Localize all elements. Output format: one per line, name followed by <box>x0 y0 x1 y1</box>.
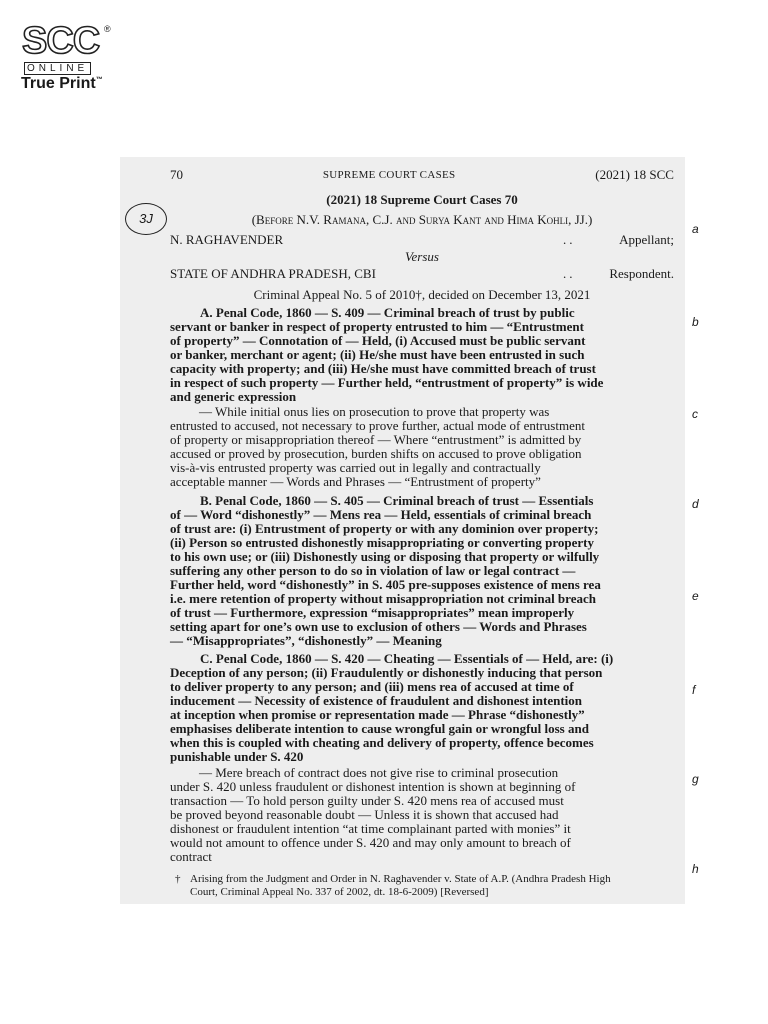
headnote-line: in respect of such property — Further held, “entrustment of property” is wide <box>170 375 604 390</box>
margin-letter-e: e <box>692 589 699 603</box>
versus: Versus <box>405 249 439 264</box>
footnote-line: Arising from the Judgment and Order in N. Raghavender v. State of A.P. (Andhra Pradesh High <box>190 873 611 885</box>
headnote-line: transaction — To hold person guilty under S. 420 mens rea of accused must <box>170 793 564 808</box>
headnote-line: contract <box>170 849 212 864</box>
headnote-line: B. Penal Code, 1860 — S. 405 — Criminal breach of trust — Essentials <box>200 493 594 508</box>
headnote-line: of trust — Furthermore, expression “misappropriates” mean improperly <box>170 605 575 620</box>
case-title: (2021) 18 Supreme Court Cases 70 <box>326 192 518 207</box>
headnote-line: — “Misappropriates”, “dishonestly” — Meaning <box>170 633 442 648</box>
headnote-line: acceptable manner — Words and Phrases — “Entrustment of property” <box>170 474 541 489</box>
headnote-line: servant or banker in respect of property entrusted to him — “Entrustment <box>170 319 584 334</box>
headnote-line: to deliver property to any person; and (iii) mens rea of accused at time of <box>170 679 574 694</box>
headnote-line: punishable under S. 420 <box>170 749 304 764</box>
logo-brand: SCC <box>22 20 100 62</box>
margin-letter-a: a <box>692 222 699 236</box>
headnote-line: and generic expression <box>170 389 297 404</box>
headnote-line: Further held, word “dishonestly” in S. 405 pre-supposes existence of mens rea <box>170 577 601 592</box>
margin-letter-d: d <box>692 497 699 511</box>
headnote-line: Deception of any person; (ii) Fraudulently or dishonestly inducing that person <box>170 665 603 680</box>
headnote-line: vis-à-vis entrusted property was carried out in legally and contractually <box>170 460 541 475</box>
margin-letter-c: c <box>692 407 698 421</box>
running-title: SUPREME COURT CASES <box>322 169 456 181</box>
headnote-line: of — Word “dishonestly” — Mens rea — Held, essentials of criminal breach <box>170 507 592 522</box>
page-number: 70 <box>170 167 183 182</box>
footnote-line: Court, Criminal Appeal No. 337 of 2002, dt. 18-6-2009) [Reversed] <box>190 886 489 898</box>
headnote-line: to his own use; or (iii) Dishonestly using or disposing that property or wilfully <box>170 549 600 564</box>
scc-online-logo <box>18 20 118 94</box>
headnote-line: of property or misappropriation thereof — Where “entrustment” is admitted by <box>170 432 582 447</box>
bench-line: (Before N.V. Ramana, C.J. and Surya Kant and Hima Kohli, JJ.) <box>251 212 593 227</box>
appeal-details: Criminal Appeal No. 5 of 2010†, decided on December 13, 2021 <box>253 287 591 302</box>
headnote-line: entrusted to accused, not necessary to prove further, actual mode of entrustment <box>170 418 585 433</box>
running-header <box>170 168 674 182</box>
headnote-line: be proved beyond reasonable doubt — Unless it is shown that accused had <box>170 807 559 822</box>
headnote-line: emphasises deliberate intention to cause wrongful gain or wrongful loss and <box>170 721 589 736</box>
headnote-line: under S. 420 unless fraudulent or dishonest intention is shown at beginning of <box>170 779 576 794</box>
headnote-line: — Mere breach of contract does not give rise to criminal prosecution <box>199 765 559 780</box>
headnote-line: or banker, merchant or agent; (ii) He/she must have been entrusted in such <box>170 347 585 362</box>
report-citation: (2021) 18 SCC <box>595 167 674 182</box>
margin-letter-g: g <box>692 772 699 786</box>
headnote-line: inducement — Necessity of existence of fraudulent and dishonest intention <box>170 693 583 708</box>
margin-letter-h: h <box>692 862 699 876</box>
headnote-line: capacity with property; and (iii) He/she must have committed breach of trust <box>170 361 596 376</box>
margin-letter-b: b <box>692 315 699 329</box>
headnote-line: (ii) Person so entrusted dishonestly misappropriating or converting property <box>170 535 594 550</box>
margin-letter-f: f <box>692 683 696 697</box>
headnote-line: — While initial onus lies on prosecution to prove that property was <box>199 404 550 419</box>
appellant-name: N. RAGHAVENDER <box>170 232 284 247</box>
headnote-line: when this is coupled with cheating and delivery of property, offence becomes <box>170 735 594 750</box>
footnote-mark: † <box>175 873 181 885</box>
headnote-line: suffering any other person to do so in violation of law or legal contract — <box>170 563 576 578</box>
logo-online: ONLINE <box>24 62 91 75</box>
appellant-dots: .. <box>563 232 576 247</box>
respondent-row <box>170 267 674 281</box>
respondent-name: STATE OF ANDHRA PRADESH, CBI <box>170 266 376 281</box>
headnote-line: A. Penal Code, 1860 — S. 409 — Criminal breach of trust by public <box>200 305 575 320</box>
headnote-line: at inception when promise or representation made — Phrase “dishonestly” <box>170 707 585 722</box>
respondent-role: Respondent. <box>609 266 674 281</box>
headnote-line: setting apart for one’s own use to exclusion of others — Words and Phrases <box>170 619 587 634</box>
headnote-line: accused or proved by prosecution, burden shifts on accused to prove obligation <box>170 446 582 461</box>
logo-true-print: True Print™ <box>21 75 103 92</box>
headnote-line: C. Penal Code, 1860 — S. 420 — Cheating — Essentials of — Held, are: (i) <box>200 651 614 666</box>
bench-strength-stamp: 3J <box>125 203 167 235</box>
appellant-row <box>170 233 674 247</box>
headnote-line: of property” — Connotation of — Held, (i) Accused must be public servant <box>170 333 586 348</box>
respondent-dots: .. <box>563 266 576 281</box>
registered-mark: ® <box>104 24 111 34</box>
headnote-line: dishonest or fraudulent intention “at time complainant parted with monies” it <box>170 821 571 836</box>
headnote-line: would not amount to offence under S. 420 and may only amount to breach of <box>170 835 571 850</box>
appellant-role: Appellant; <box>619 232 674 247</box>
headnote-line: i.e. mere retention of property without misappropriation not criminal breach <box>170 591 596 606</box>
headnote-line: of trust are: (i) Entrustment of property or with any dominion over property; <box>170 521 599 536</box>
